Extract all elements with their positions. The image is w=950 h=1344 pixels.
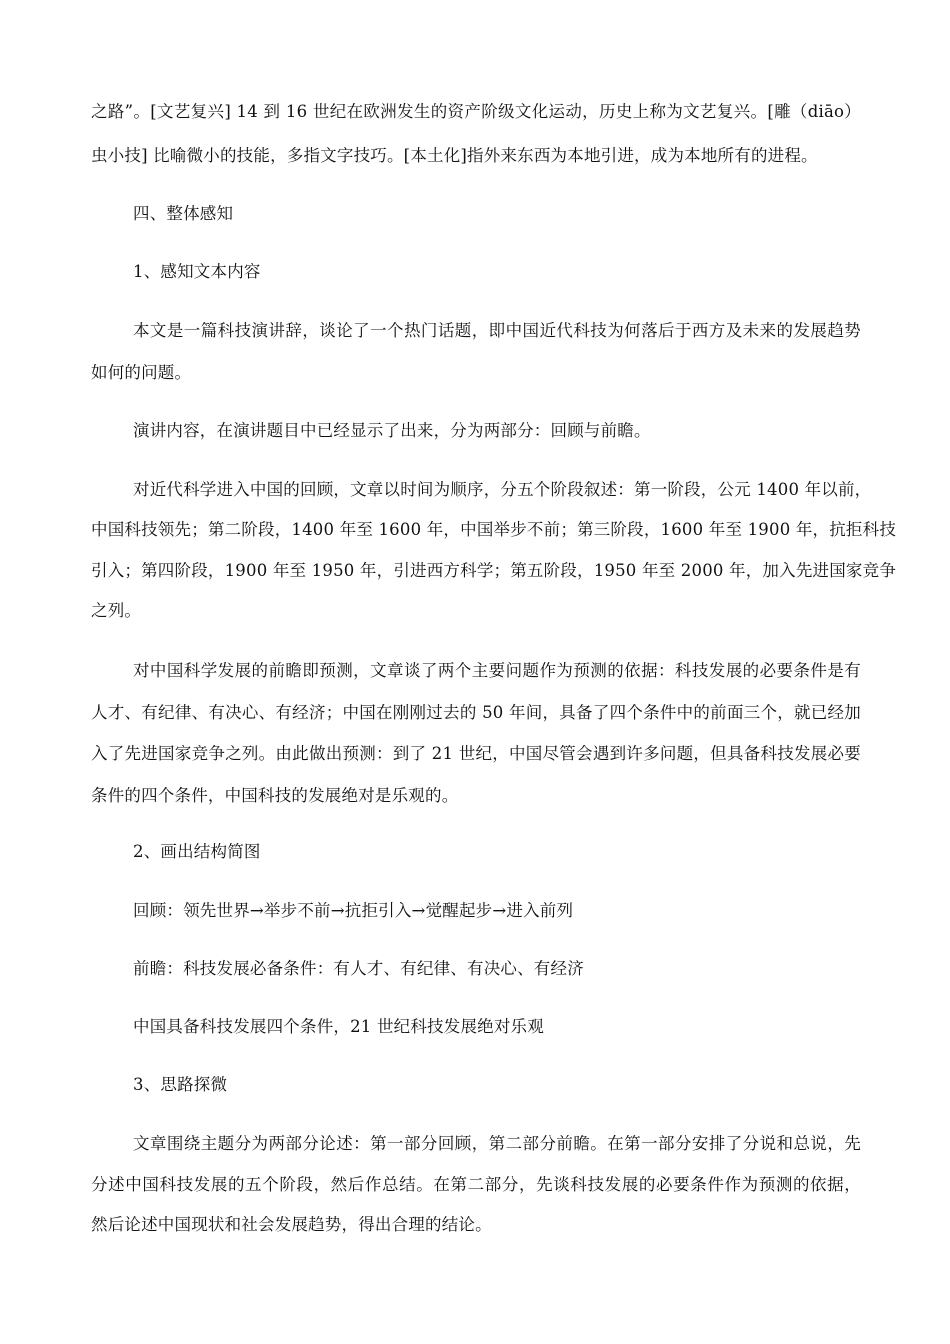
subheading-3: 3、思路探微 bbox=[133, 1075, 228, 1094]
subheading-2: 2、画出结构简图 bbox=[133, 842, 261, 861]
para-4-line-1: 对中国科学发展的前瞻即预测，文章谈了两个主要问题作为预测的依据：科技发展的必要条件是有 bbox=[133, 661, 861, 680]
para-4-line-3: 入了先进国家竞争之列。由此做出预测：到了 21 世纪，中国尽管会遇到许多问题，但具备科技发展必要 bbox=[91, 744, 861, 763]
para-3-line-4: 之列。 bbox=[91, 601, 142, 620]
para-3-line-1: 对近代科学进入中国的回顾，文章以时间为顺序，分五个阶段叙述：第一阶段，公元 1400 年以前， bbox=[133, 480, 872, 499]
intro-line-2: 虫小技] 比喻微小的技能，多指文字技巧。[本土化]指外来东西为本地引进，成为本地所有的进程。 bbox=[91, 146, 818, 165]
subheading-1: 1、感知文本内容 bbox=[133, 262, 261, 281]
para-1-line-1: 本文是一篇科技演讲辞，谈论了一个热门话题，即中国近代科技为何落后于西方及未来的发展趋势 bbox=[133, 321, 861, 340]
para-4-line-4: 条件的四个条件，中国科技的发展绝对是乐观的。 bbox=[91, 786, 459, 805]
para-5-line-2: 分述中国科技发展的五个阶段，然后作总结。在第二部分，先谈科技发展的必要条件作为预测的依据， bbox=[91, 1175, 861, 1194]
para-5-line-3: 然后论述中国现状和社会发展趋势，得出合理的结论。 bbox=[91, 1215, 492, 1234]
para-3-line-2: 中国科技领先；第二阶段，1400 年至 1600 年，中国举步不前；第三阶段，1600 年至 1900 年，抗拒科技 bbox=[91, 520, 897, 539]
section-heading-4: 四、整体感知 bbox=[133, 204, 234, 223]
intro-line-1: 之路”。[文艺复兴] 14 到 16 世纪在欧洲发生的资产阶级文化运动，历史上称为文艺复兴。[雕（diāo） bbox=[91, 102, 861, 121]
structure-conclusion: 中国具备科技发展四个条件，21 世纪科技发展绝对乐观 bbox=[133, 1017, 544, 1036]
structure-outlook: 前瞻：科技发展必备条件：有人才、有纪律、有决心、有经济 bbox=[133, 959, 584, 978]
para-5-line-1: 文章围绕主题分为两部分论述：第一部分回顾，第二部分前瞻。在第一部分安排了分说和总说，先 bbox=[133, 1134, 861, 1153]
structure-review: 回顾：领先世界→举步不前→抗拒引入→觉醒起步→进入前列 bbox=[133, 901, 574, 920]
para-3-line-3: 引入；第四阶段，1900 年至 1950 年，引进西方科学；第五阶段，1950 年至 2000 年，加入先进国家竞争 bbox=[91, 561, 897, 580]
para-2: 演讲内容，在演讲题目中已经显示了出来，分为两部分：回顾与前瞻。 bbox=[133, 421, 651, 440]
para-1-line-2: 如何的问题。 bbox=[91, 363, 192, 382]
para-4-line-2: 人才、有纪律、有决心、有经济；中国在刚刚过去的 50 年间，具备了四个条件中的前面三个，就已经加 bbox=[91, 703, 861, 722]
